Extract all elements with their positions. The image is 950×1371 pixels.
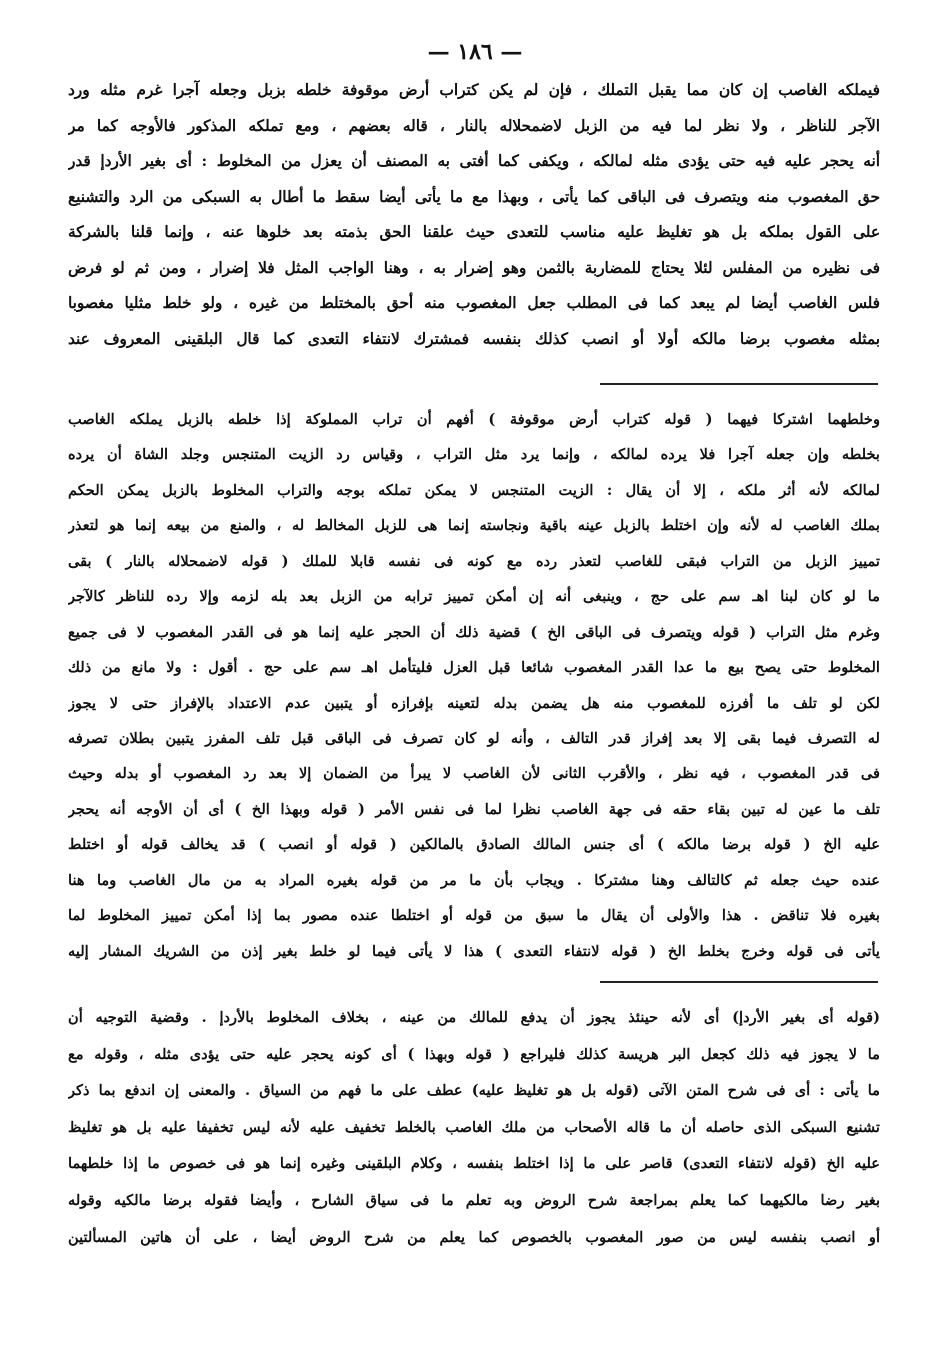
- footnote-line: أو انصب بنفسه ليس من صور المغصوب بالخصوص كما يعلم من شرح الروض أيضا ، على أن هاتين المسألتين: [68, 1228, 880, 1246]
- footnote-line: تلف ما عين له تبين بقاء حقه فى جهة الغاصب نظرا لما فى نفس الأمر ( قوله وبهذا الخ ) أى أن الأوجه أنه يحجر: [68, 800, 880, 818]
- footnote-line: تشنيع السبكى الذى حاصله أن ما قاله الأصحاب من ملك الغاصب بالخلط تخفيف عليه لأنه ليس تخفيفا عليه بل هو تغليظ: [68, 1118, 880, 1136]
- footnote-line: يأتى فى قوله وخرج بخلط الخ ( قوله لانتفاء التعدى ) هذا لا يأتى فيما لو خلط بغير إذن من الشريك المشار إليه: [68, 942, 880, 960]
- footnote-line: بغير رضا مالكيهما كما يعلم بمراجعة شرح الروض وبه تعلم ما فى سياق الشارح ، وأيضا فقوله برضا مالكيه وقوله: [68, 1191, 880, 1209]
- main-text-line: حق المغصوب منه ويتصرف فى الباقى كما يأتى ، وبهذا مع ما يأتى أيضا سقط ما أطال به السبكى من الرد والتشنيع: [68, 187, 880, 206]
- main-text-line: الآجر للناظر ، ولا نظر لما فيه من الزبل لاضمحلاله بالنار ، قاله بعضهم ، ومع تملكه المذكور فالأوجه كما مر: [68, 116, 880, 135]
- footnote-line: بخلطه وإن جعله آجرا فلا يرده لمالكه ، وإنما يرد مثل التراب ، وقياس رد الزيت المتنجس وجلد الشاة أن يرده: [68, 446, 880, 464]
- main-text-block: [68, 73, 880, 357]
- footnote-line: وغرم مثل التراب ( قوله ويتصرف فى الباقى الخ ) قضية ذلك أن الحجر عليه إنما هو فى القدر المغصوب لا فى جميع: [68, 623, 880, 641]
- footnote-line: ما لو كان لبنا اهـ سم على حج ، وينبغى أنه إن أمكن تمييز ترابه من الزبل بعد بله لزمه وإلا رده للناظر كالآجر: [68, 588, 880, 606]
- footnote-line: بغيره فلا تناقض . هذا والأولى أن يقال ما سبق من قوله أو اختلطا عنده مصور بما إذا أمكن تمييز المخلوط لما: [68, 907, 880, 925]
- footnote-line: ما لا يجوز فيه ذلك كجعل البر هريسة كذلك فليراجع ( قوله وبهذا ) أى كونه يحجر عليه حتى يؤدى مثله ، وقوله مع: [68, 1045, 880, 1063]
- page-number: — ١٨٦ —: [427, 39, 523, 65]
- main-text-line: أنه يحجر عليه فيه حتى يؤدى مثله لمالكه ، ويكفى كما أفتى به المصنف أن يعزل من المخلوط : أى بغير الأردإ قدر: [68, 152, 880, 170]
- footnote-line: عنده حيث جعله ثم كالتالف وهنا مشتركا . ويجاب بأن ما مر من قوله بغيره المراد به من مال الغاصب وما هنا: [68, 871, 880, 889]
- footnote-line: المخلوط حتى يصح بيع ما عدا القدر المغصوب شائعا قبل العزل فليتأمل اهـ سم على حج . أقول : ولا مانع من ذلك: [68, 659, 880, 677]
- main-text-line: فلس الغاصب أيضا لم يبعد كما فى المطلب جعل المغصوب منه أحق بالمختلط من غيره ، ولو خلط مثليا مغصوبا: [68, 294, 880, 312]
- main-text-line: فيملكه الغاصب إن كان مما يقبل التملك ، فإن لم يكن كتراب أرض موقوفة خلطه بزبل وجعله آجرا غرم مثله ورد: [68, 81, 880, 99]
- footnote-line: تمييز الزبل من التراب فبقى للغاصب لتعذر رده مع كونه فى نفسه قابلا للملك ( قوله لاضمحلاله بالنار ) بقى: [68, 552, 880, 570]
- footnote-separator-rule: [600, 383, 878, 385]
- footnote-line: عليه الخ ( قوله برضا مالكه ) أى جنس المالك الصادق بالمالكين ( قوله أو انصب ) قد يخالف قوله أو اختلط: [68, 836, 880, 854]
- footnote-line: لكن لو تلف ما أفرزه للمغصوب منه هل يضمن بدله لتعينه بإفرازه أو يتبين عدم الاعتداد بالإفراز حتى لا يجوز: [68, 694, 880, 712]
- footnote-separator-rule: [600, 981, 878, 983]
- main-text-line: على القول بملكه بل هو تغليظ عليه مناسب للتعدى حيث علقنا الحق بذمته بعد خلوها عنه ، وإنما قلنا بالشركة: [68, 223, 880, 241]
- footnote-line: فى قدر المغصوب ، فيه نظر ، والأقرب الثانى لأن الغاصب لا يبرأ من الضمان إلا بعد رد المغصوب أو بدله وحيث: [68, 765, 880, 783]
- footnote-block-2: [68, 1000, 880, 1256]
- footnote-line: بملك الغاصب له لأنه وإن اختلط بالزبل عينه باقية ونجاسته إنما هى للزبل المخالط له ، والمنع من بيعه إنما هو لتعذر: [68, 517, 880, 535]
- footnote-line: لمالكه لأنه أثر ملكه ، إلا أن يقال : الزيت المتنجس لا يمكن تملكه بوجه والتراب المخلوط بالزبل يمكن الحكم: [68, 481, 880, 499]
- footnote-line: وخلطهما اشتركا فيهما ( قوله كتراب أرض موقوفة ) أفهم أن تراب المملوكة إذا خلطه بالزبل يملكه الغاصب: [68, 411, 880, 428]
- footnote-line: (قوله أى بغير الأردإ) أى لأنه حينئذ يجوز أن يدفع للمالك من عينه ، بخلاف المخلوط بالأردإ . وقضية التوجيه أن: [68, 1009, 880, 1026]
- main-text-line: فى نظيره من المفلس لئلا يحتاج للمضاربة بالثمن وهو إضرار به ، وهنا الواجب المثل فلا إضرار ، ومن ثم لو فرض: [68, 258, 880, 277]
- footnote-line: عليه الخ (قوله لانتفاء التعدى) قاصر على ما إذا اختلط بنفسه ، وكلام البلقينى وغيره إنما هو فى خصوص ما إذا خلطهما: [68, 1155, 880, 1173]
- footnote-line: له التصرف فيما بقى إلا بعد إفراز قدر التالف ، وأنه لو كان تصرف فى الباقى قبل تلف المفرز يتبين بطلان تصرفه: [68, 729, 880, 747]
- main-text-line: بمثله مغصوب برضا مالكه أولا أو انصب كذلك بنفسه فمشترك لانتفاء التعدى كما قال البلقينى المعروف عند: [68, 329, 880, 348]
- footnote-line: ما يأتى : أى فى شرح المتن الآتى (قوله بل هو تغليظ عليه) عطف على ما فهم من السياق . والمعنى إن اندفع بما ذكر: [68, 1082, 880, 1100]
- footnote-block-1: [68, 402, 880, 969]
